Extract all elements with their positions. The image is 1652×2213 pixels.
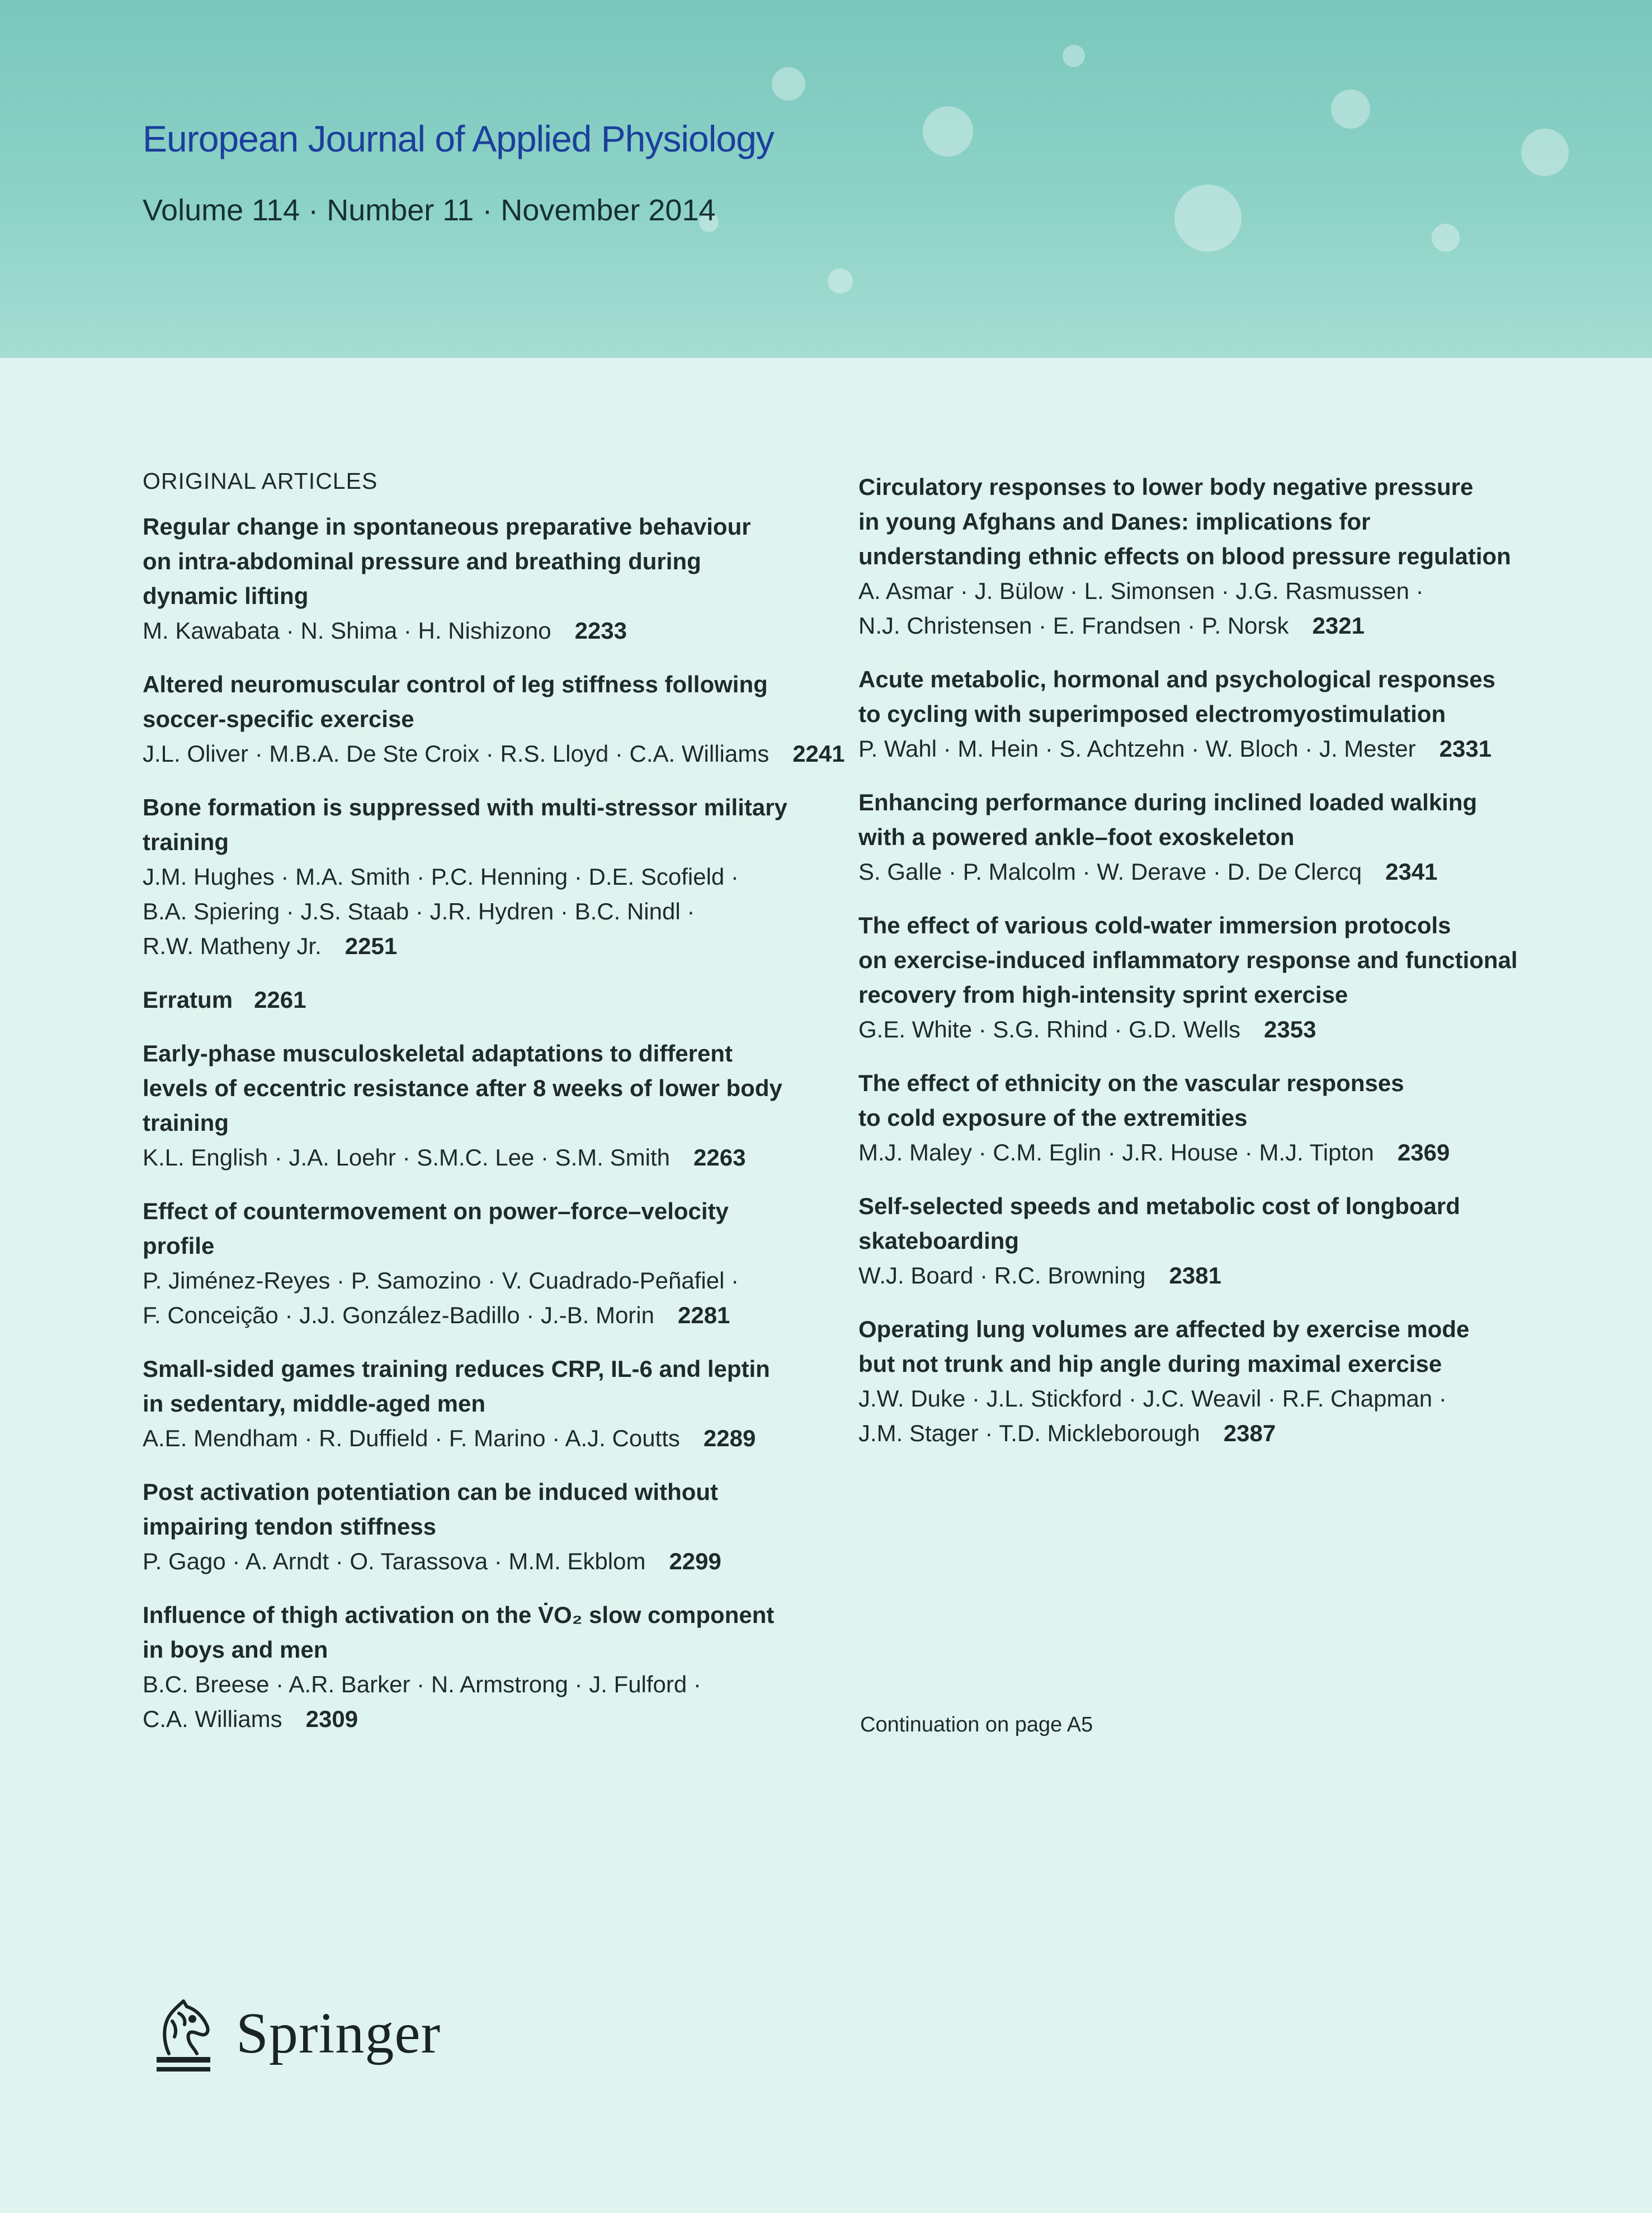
author-list: J.W. Duke · J.L. Stickford · J.C. Weavil · R.F. Chapman · J.M. Stager · T.D. Mickleborough [858,1385,1447,1446]
article-entry [143,667,870,771]
publisher-name: Springer [236,2000,441,2065]
article-authors [143,1421,870,1456]
article-authors [143,737,870,771]
article-title: Bone formation is suppressed with multi-stressor military training [143,794,787,855]
page-number: 2281 [677,1302,730,1328]
erratum-entry [143,983,870,1017]
page-number: 2261 [254,987,306,1013]
author-list: P. Jiménez-Reyes · P. Samozino · V. Cuadrado-Peñafiel · F. Conceição · J.J. González-Badillo · J.-B. Morin [143,1267,739,1328]
article-title: The effect of various cold-water immersion protocols on exercise-induced inflammatory response and functional recovery from high-intensity sprint exercise [858,912,1518,1008]
author-list: P. Wahl · M. Hein · S. Achtzehn · W. Bloch · J. Mester [858,735,1416,762]
article-title: Enhancing performance during inclined loaded walking with a powered ankle–foot exoskeleton [858,789,1478,850]
page-number: 2369 [1397,1139,1450,1166]
article-authors [143,1263,870,1333]
author-list: M. Kawabata · N. Shima · H. Nishizono [143,617,551,644]
article-entry [858,785,1585,889]
continuation-note: Continuation on page A5 [860,1713,1093,1737]
author-list: A. Asmar · J. Bülow · L. Simonsen · J.G. Rasmussen · N.J. Christensen · E. Frandsen · P. Norsk [858,578,1424,639]
article-title: Acute metabolic, hormonal and psychological responses to cycling with superimposed electromyostimulation [858,666,1495,727]
decorative-dot [1432,224,1460,252]
page-number: 2387 [1223,1420,1276,1446]
issue-line: Volume 114 · Number 11 · November 2014 [143,194,716,227]
article-authors [143,1140,870,1175]
article-entry [143,1475,870,1579]
article-authors [858,1258,1585,1293]
article-authors [143,1544,870,1579]
author-list: S. Galle · P. Malcolm · W. Derave · D. De Clercq [858,858,1362,885]
page-number: 2251 [344,933,398,959]
author-list: J.M. Hughes · M.A. Smith · P.C. Henning · D.E. Scofield · B.A. Spiering · J.S. Staab · J.R. Hydren · B.C. Nindl · R.W. Matheny Jr. [143,864,739,959]
article-entry [143,509,870,648]
article-title: The effect of ethnicity on the vascular responses to cold exposure of the extremities [858,1070,1404,1131]
decorative-dot [828,268,853,294]
article-title: Regular change in spontaneous preparative behaviour on intra-abdominal pressure and breathing during dynamic lifting [143,513,751,609]
header-band [0,0,1652,358]
erratum-label: Erratum [143,987,233,1013]
article-title: Circulatory responses to lower body negative pressure in young Afghans and Danes: implications for understanding ethnic effects on blood pressure regulation [858,474,1511,569]
article-authors [858,1012,1585,1047]
article-title: Operating lung volumes are affected by exercise mode but not trunk and hip angle during maximal exercise [858,1316,1470,1377]
author-list: M.J. Maley · C.M. Eglin · J.R. House · M.J. Tipton [858,1139,1374,1166]
article-authors [143,860,870,964]
author-list: A.E. Mendham · R. Duffield · F. Marino · A.J. Coutts [143,1425,680,1451]
article-title: Influence of thigh activation on the V̇O₂ slow component in boys and men [143,1602,775,1663]
article-authors [858,855,1585,889]
article-authors [858,1135,1585,1170]
decorative-dot [1174,185,1242,252]
decorative-dot [772,67,805,101]
article-entry [143,1036,870,1175]
page-number: 2263 [693,1144,746,1171]
page-number: 2289 [703,1425,756,1451]
article-entry [858,662,1585,766]
article-title: Post activation potentiation can be induced without impairing tendon stiffness [143,1479,719,1540]
page-number: 2341 [1385,858,1438,885]
author-list: J.L. Oliver · M.B.A. De Ste Croix · R.S. Lloyd · C.A. Williams [143,740,770,767]
article-authors [858,1381,1585,1451]
journal-title: European Journal of Applied Physiology [143,118,774,159]
article-entry [858,908,1585,1047]
article-entry [143,1598,870,1737]
article-entry [858,1312,1585,1451]
author-list: B.C. Breese · A.R. Barker · N. Armstrong · J. Fulford · C.A. Williams [143,1671,701,1732]
decorative-dot [1331,89,1370,129]
decorative-dot [923,106,973,157]
page-number: 2299 [669,1548,721,1574]
article-authors [858,574,1585,643]
decorative-dot [1521,129,1569,176]
author-list: G.E. White · S.G. Rhind · G.D. Wells [858,1016,1241,1042]
article-authors [143,614,870,648]
article-entry [143,1352,870,1456]
section-label: ORIGINAL ARTICLES [143,468,378,494]
article-title: Early-phase musculoskeletal adaptations to different levels of eccentric resistance after 8 weeks of lower body training [143,1040,782,1136]
article-title: Self-selected speeds and metabolic cost of longboard skateboarding [858,1193,1460,1254]
article-entry [858,1189,1585,1293]
page-number: 2353 [1264,1016,1316,1042]
article-entry [858,1066,1585,1170]
article-title: Effect of countermovement on power–force–velocity profile [143,1198,729,1259]
article-title: Small-sided games training reduces CRP, IL-6 and leptin in sedentary, middle-aged men [143,1356,770,1417]
article-entry [858,470,1585,643]
left-column [143,470,870,1756]
page-number: 2241 [792,740,845,767]
right-column [858,470,1585,1470]
decorative-dot [1063,45,1085,67]
author-list: K.L. English · J.A. Loehr · S.M.C. Lee · S.M. Smith [143,1144,670,1171]
page-number: 2321 [1312,612,1365,639]
springer-horse-icon [147,1991,219,2075]
page-number: 2309 [305,1706,358,1732]
page-number: 2233 [574,617,627,644]
article-entry [143,1194,870,1333]
article-title: Altered neuromuscular control of leg stiffness following soccer-specific exercise [143,671,768,732]
article-authors [858,732,1585,766]
publisher-logo [147,1991,441,2075]
article-entry [143,790,870,964]
author-list: W.J. Board · R.C. Browning [858,1262,1146,1289]
article-authors [143,1667,870,1737]
author-list: P. Gago · A. Arndt · O. Tarassova · M.M. Ekblom [143,1548,646,1574]
page-number: 2331 [1439,735,1492,762]
page-number: 2381 [1169,1262,1221,1289]
